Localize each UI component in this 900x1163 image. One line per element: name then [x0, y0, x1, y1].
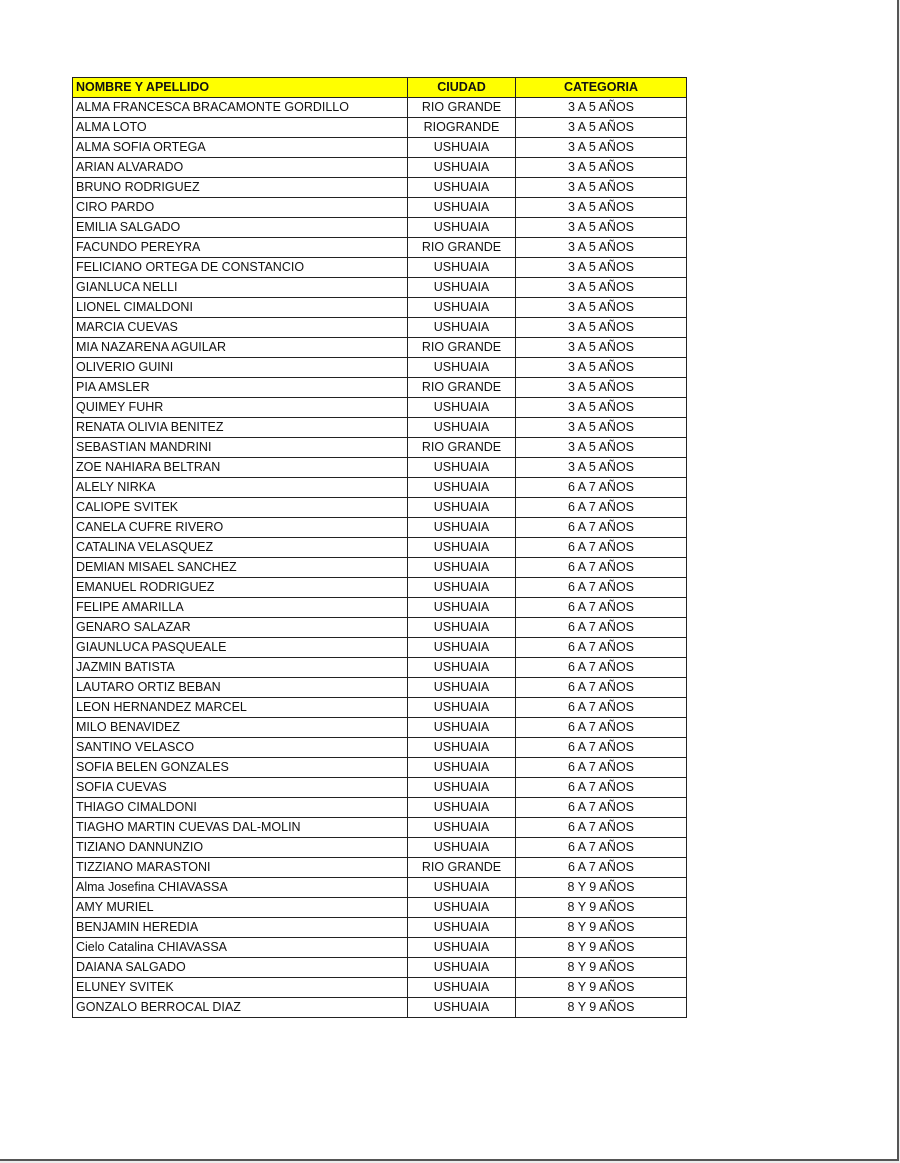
table-row: [73, 138, 687, 158]
cell-city: USHUAIA: [408, 938, 516, 958]
cell-city: RIO GRANDE: [408, 858, 516, 878]
cell-city: USHUAIA: [408, 278, 516, 298]
cell-city: USHUAIA: [408, 958, 516, 978]
table-row: [73, 978, 687, 998]
cell-name: LAUTARO ORTIZ BEBAN: [73, 678, 408, 698]
table-row: [73, 838, 687, 858]
cell-name: BENJAMIN HEREDIA: [73, 918, 408, 938]
cell-city: USHUAIA: [408, 698, 516, 718]
cell-city: USHUAIA: [408, 258, 516, 278]
table-row: [73, 638, 687, 658]
cell-city: USHUAIA: [408, 778, 516, 798]
table-row: [73, 418, 687, 438]
header-name: NOMBRE Y APELLIDO: [73, 78, 408, 98]
cell-category: 6 A 7 AÑOS: [516, 698, 687, 718]
table-row: [73, 238, 687, 258]
cell-category: 6 A 7 AÑOS: [516, 598, 687, 618]
cell-category: 8 Y 9 AÑOS: [516, 958, 687, 978]
cell-category: 3 A 5 AÑOS: [516, 158, 687, 178]
table-row: [73, 758, 687, 778]
cell-name: SOFIA BELEN GONZALES: [73, 758, 408, 778]
cell-name: SEBASTIAN MANDRINI: [73, 438, 408, 458]
table-row: [73, 598, 687, 618]
cell-name: OLIVERIO GUINI: [73, 358, 408, 378]
table-row: [73, 438, 687, 458]
cell-category: 8 Y 9 AÑOS: [516, 878, 687, 898]
cell-category: 6 A 7 AÑOS: [516, 678, 687, 698]
cell-category: 6 A 7 AÑOS: [516, 538, 687, 558]
table-row: [73, 398, 687, 418]
cell-category: 3 A 5 AÑOS: [516, 378, 687, 398]
cell-city: RIO GRANDE: [408, 378, 516, 398]
table-row: [73, 518, 687, 538]
cell-name: FELICIANO ORTEGA DE CONSTANCIO: [73, 258, 408, 278]
cell-city: USHUAIA: [408, 158, 516, 178]
cell-category: 3 A 5 AÑOS: [516, 238, 687, 258]
table-row: [73, 258, 687, 278]
table-row: [73, 298, 687, 318]
cell-category: 3 A 5 AÑOS: [516, 98, 687, 118]
cell-category: 6 A 7 AÑOS: [516, 718, 687, 738]
cell-name: QUIMEY FUHR: [73, 398, 408, 418]
cell-category: 3 A 5 AÑOS: [516, 398, 687, 418]
cell-category: 3 A 5 AÑOS: [516, 138, 687, 158]
cell-category: 6 A 7 AÑOS: [516, 758, 687, 778]
cell-city: USHUAIA: [408, 758, 516, 778]
table-row: [73, 698, 687, 718]
table-row: [73, 738, 687, 758]
table-header-row: [73, 78, 687, 98]
cell-city: USHUAIA: [408, 918, 516, 938]
cell-name: RENATA OLIVIA BENITEZ: [73, 418, 408, 438]
table-row: [73, 538, 687, 558]
table-body: [73, 98, 687, 1018]
cell-name: ELUNEY SVITEK: [73, 978, 408, 998]
cell-city: RIO GRANDE: [408, 338, 516, 358]
cell-city: USHUAIA: [408, 618, 516, 638]
cell-name: LIONEL CIMALDONI: [73, 298, 408, 318]
cell-category: 3 A 5 AÑOS: [516, 198, 687, 218]
cell-name: Cielo Catalina CHIAVASSA: [73, 938, 408, 958]
cell-category: 3 A 5 AÑOS: [516, 298, 687, 318]
cell-city: USHUAIA: [408, 518, 516, 538]
table-row: [73, 198, 687, 218]
cell-category: 8 Y 9 AÑOS: [516, 938, 687, 958]
cell-city: USHUAIA: [408, 178, 516, 198]
cell-category: 6 A 7 AÑOS: [516, 798, 687, 818]
cell-category: 3 A 5 AÑOS: [516, 178, 687, 198]
participants-table: [72, 77, 687, 1018]
table-row: [73, 478, 687, 498]
table-row: [73, 918, 687, 938]
cell-category: 6 A 7 AÑOS: [516, 618, 687, 638]
cell-category: 3 A 5 AÑOS: [516, 218, 687, 238]
table-row: [73, 318, 687, 338]
cell-city: USHUAIA: [408, 898, 516, 918]
cell-category: 6 A 7 AÑOS: [516, 478, 687, 498]
cell-name: TIAGHO MARTIN CUEVAS DAL-MOLIN: [73, 818, 408, 838]
cell-name: SOFIA CUEVAS: [73, 778, 408, 798]
cell-name: MIA NAZARENA AGUILAR: [73, 338, 408, 358]
cell-category: 6 A 7 AÑOS: [516, 578, 687, 598]
cell-city: USHUAIA: [408, 818, 516, 838]
cell-city: USHUAIA: [408, 578, 516, 598]
cell-category: 3 A 5 AÑOS: [516, 358, 687, 378]
header-category: CATEGORIA: [516, 78, 687, 98]
cell-category: 6 A 7 AÑOS: [516, 838, 687, 858]
cell-city: USHUAIA: [408, 198, 516, 218]
cell-name: ALMA LOTO: [73, 118, 408, 138]
cell-category: 8 Y 9 AÑOS: [516, 898, 687, 918]
cell-name: PIA AMSLER: [73, 378, 408, 398]
cell-name: JAZMIN BATISTA: [73, 658, 408, 678]
cell-name: EMILIA SALGADO: [73, 218, 408, 238]
cell-name: TIZZIANO MARASTONI: [73, 858, 408, 878]
cell-name: FACUNDO PEREYRA: [73, 238, 408, 258]
cell-name: THIAGO CIMALDONI: [73, 798, 408, 818]
cell-category: 3 A 5 AÑOS: [516, 118, 687, 138]
cell-city: USHUAIA: [408, 658, 516, 678]
table-row: [73, 578, 687, 598]
table-row: [73, 998, 687, 1018]
cell-category: 6 A 7 AÑOS: [516, 658, 687, 678]
table-row: [73, 558, 687, 578]
cell-category: 3 A 5 AÑOS: [516, 338, 687, 358]
cell-name: GIAUNLUCA PASQUEALE: [73, 638, 408, 658]
cell-name: CATALINA VELASQUEZ: [73, 538, 408, 558]
table-row: [73, 358, 687, 378]
cell-city: RIO GRANDE: [408, 98, 516, 118]
table-row: [73, 378, 687, 398]
table-row: [73, 778, 687, 798]
cell-city: RIO GRANDE: [408, 438, 516, 458]
cell-category: 6 A 7 AÑOS: [516, 558, 687, 578]
cell-name: FELIPE AMARILLA: [73, 598, 408, 618]
cell-category: 6 A 7 AÑOS: [516, 518, 687, 538]
cell-city: RIO GRANDE: [408, 238, 516, 258]
table-row: [73, 158, 687, 178]
cell-name: CIRO PARDO: [73, 198, 408, 218]
table-row: [73, 798, 687, 818]
cell-city: USHUAIA: [408, 718, 516, 738]
table-row: [73, 898, 687, 918]
table-row: [73, 498, 687, 518]
cell-name: BRUNO RODRIGUEZ: [73, 178, 408, 198]
cell-city: USHUAIA: [408, 878, 516, 898]
cell-city: USHUAIA: [408, 638, 516, 658]
cell-category: 6 A 7 AÑOS: [516, 638, 687, 658]
table-row: [73, 118, 687, 138]
table-row: [73, 718, 687, 738]
table-row: [73, 818, 687, 838]
table-row: [73, 618, 687, 638]
cell-name: CANELA CUFRE RIVERO: [73, 518, 408, 538]
cell-name: ALMA FRANCESCA BRACAMONTE GORDILLO: [73, 98, 408, 118]
cell-city: USHUAIA: [408, 598, 516, 618]
cell-name: CALIOPE SVITEK: [73, 498, 408, 518]
cell-city: USHUAIA: [408, 838, 516, 858]
cell-name: DAIANA SALGADO: [73, 958, 408, 978]
table-row: [73, 958, 687, 978]
table-row: [73, 338, 687, 358]
cell-name: ALMA SOFIA ORTEGA: [73, 138, 408, 158]
cell-city: USHUAIA: [408, 998, 516, 1018]
cell-city: USHUAIA: [408, 558, 516, 578]
cell-category: 6 A 7 AÑOS: [516, 858, 687, 878]
cell-name: ALELY NIRKA: [73, 478, 408, 498]
cell-name: ZOE NAHIARA BELTRAN: [73, 458, 408, 478]
cell-city: USHUAIA: [408, 678, 516, 698]
cell-name: GIANLUCA NELLI: [73, 278, 408, 298]
cell-category: 8 Y 9 AÑOS: [516, 998, 687, 1018]
cell-category: 3 A 5 AÑOS: [516, 278, 687, 298]
cell-category: 6 A 7 AÑOS: [516, 818, 687, 838]
cell-city: USHUAIA: [408, 398, 516, 418]
table-row: [73, 98, 687, 118]
cell-name: LEON HERNANDEZ MARCEL: [73, 698, 408, 718]
table-row: [73, 878, 687, 898]
cell-city: USHUAIA: [408, 458, 516, 478]
cell-city: USHUAIA: [408, 218, 516, 238]
cell-name: ARIAN ALVARADO: [73, 158, 408, 178]
table-row: [73, 938, 687, 958]
table-row: [73, 458, 687, 478]
cell-category: 3 A 5 AÑOS: [516, 418, 687, 438]
cell-name: Alma Josefina CHIAVASSA: [73, 878, 408, 898]
cell-name: MILO BENAVIDEZ: [73, 718, 408, 738]
cell-city: USHUAIA: [408, 498, 516, 518]
cell-category: 6 A 7 AÑOS: [516, 778, 687, 798]
cell-city: USHUAIA: [408, 298, 516, 318]
cell-name: MARCIA CUEVAS: [73, 318, 408, 338]
cell-city: USHUAIA: [408, 798, 516, 818]
cell-name: EMANUEL RODRIGUEZ: [73, 578, 408, 598]
cell-category: 3 A 5 AÑOS: [516, 318, 687, 338]
cell-category: 6 A 7 AÑOS: [516, 498, 687, 518]
cell-city: USHUAIA: [408, 538, 516, 558]
cell-city: USHUAIA: [408, 138, 516, 158]
cell-category: 6 A 7 AÑOS: [516, 738, 687, 758]
cell-category: 3 A 5 AÑOS: [516, 438, 687, 458]
cell-category: 3 A 5 AÑOS: [516, 458, 687, 478]
cell-name: AMY MURIEL: [73, 898, 408, 918]
cell-name: TIZIANO DANNUNZIO: [73, 838, 408, 858]
table-row: [73, 678, 687, 698]
cell-category: 8 Y 9 AÑOS: [516, 978, 687, 998]
cell-name: GONZALO BERROCAL DIAZ: [73, 998, 408, 1018]
cell-city: USHUAIA: [408, 418, 516, 438]
header-city: CIUDAD: [408, 78, 516, 98]
cell-city: USHUAIA: [408, 978, 516, 998]
cell-city: USHUAIA: [408, 478, 516, 498]
cell-name: SANTINO VELASCO: [73, 738, 408, 758]
cell-city: USHUAIA: [408, 318, 516, 338]
cell-city: USHUAIA: [408, 738, 516, 758]
cell-name: GENARO SALAZAR: [73, 618, 408, 638]
cell-category: 3 A 5 AÑOS: [516, 258, 687, 278]
cell-city: RIOGRANDE: [408, 118, 516, 138]
table-row: [73, 658, 687, 678]
table-row: [73, 858, 687, 878]
cell-city: USHUAIA: [408, 358, 516, 378]
cell-category: 8 Y 9 AÑOS: [516, 918, 687, 938]
table-row: [73, 278, 687, 298]
table-row: [73, 218, 687, 238]
cell-name: DEMIAN MISAEL SANCHEZ: [73, 558, 408, 578]
table-row: [73, 178, 687, 198]
